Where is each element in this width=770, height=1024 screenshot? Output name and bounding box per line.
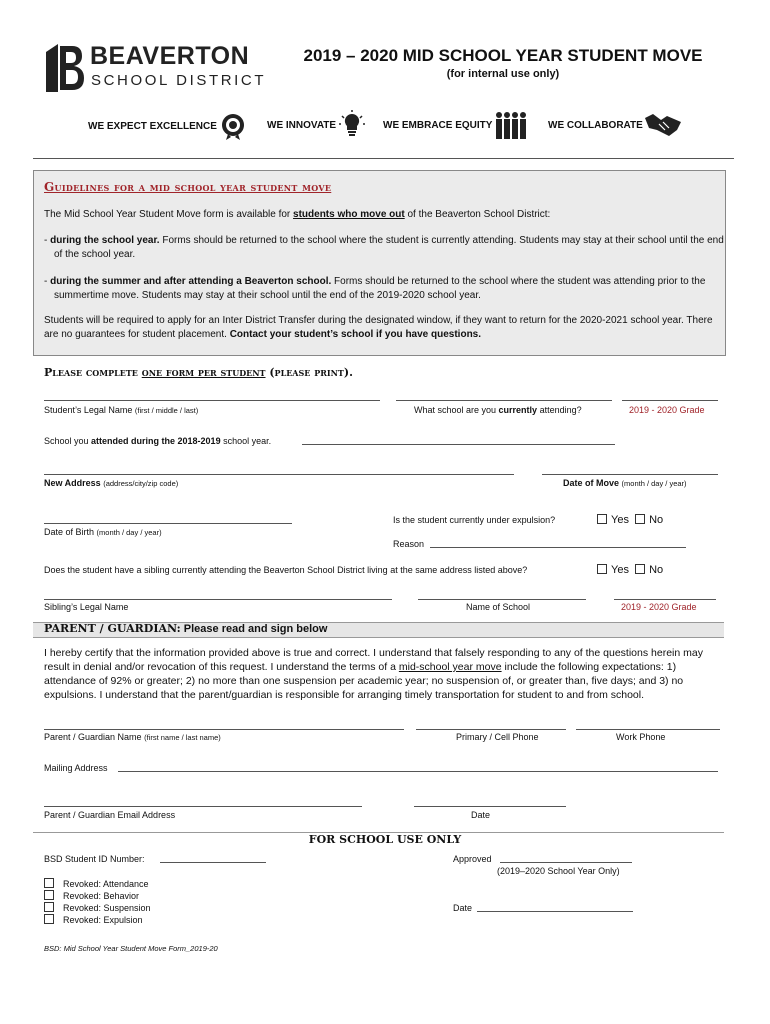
email-label: Parent / Guardian Email Address — [44, 810, 176, 820]
sibling-question: Does the student have a sibling currently attending the Beaverton School District living at the same address listed above? — [44, 565, 528, 575]
grade-field[interactable] — [622, 400, 718, 401]
value-label: WE EMBRACE EQUITY — [383, 119, 493, 131]
reason-label: Reason — [393, 539, 425, 549]
new-address-field[interactable] — [44, 474, 514, 475]
sibling-yes-no[interactable]: Yes No — [597, 564, 663, 576]
revoked-list — [44, 878, 151, 926]
dob-field[interactable] — [44, 523, 292, 524]
sibling-no-checkbox[interactable] — [635, 564, 645, 574]
value-equity — [383, 110, 528, 140]
parent-heading: PARENT / GUARDIAN: Please read and sign below — [44, 622, 328, 635]
school-use-heading: FOR SCHOOL USE ONLY — [308, 833, 462, 846]
certify-text: I hereby certify that the information provided above is true and correct. I understand that falsely responding to any of the questions herein may result in denial and/or revocation of this request. I understand the terms of a mid-school year move include the following expectations: 1) attendance of 92% or greater; 2) no more than one suspension per academic year; no suspension of, or greater than, five days; and 3) no expulsions. I understand that the parent/guardian is responsible for arranging timely transportation for student to and from school. — [44, 647, 703, 701]
handshake-icon — [645, 112, 681, 138]
sibling-school-field[interactable] — [418, 599, 586, 600]
approved-note: (2019–2020 School Year Only) — [497, 866, 620, 876]
value-excellence — [88, 112, 247, 140]
expulsion-question: Is the student currently under expulsion? — [393, 515, 556, 525]
new-address-label: New Address (address/city/zip code) — [44, 478, 179, 488]
guidelines-bullet-1: - during the school year. Forms should be returned to the school where the student is currently attending. Students may stay at their school until the end of the school year. — [44, 235, 724, 260]
expulsion-yes-no[interactable]: Yes No — [597, 514, 663, 526]
sibling-school-label: Name of School — [466, 602, 531, 612]
revoked-item[interactable]: Revoked: Suspension — [44, 902, 151, 914]
guidelines-transfer-note: Students will be required to apply for an Inter District Transfer during the designated window, if they want to return for the 2020-2021 school year. There are no guarantees for student placement. Contact your student’s school if you have questions. — [44, 315, 713, 340]
school-date-field[interactable] — [477, 911, 633, 912]
approved-label: Approved — [453, 854, 492, 864]
work-phone-field[interactable] — [576, 729, 720, 730]
student-id-label: BSD Student ID Number: — [44, 854, 145, 864]
beaverton-logo-icon — [44, 44, 84, 92]
date-of-move-label: Date of Move (month / day / year) — [563, 478, 687, 488]
guidelines-intro: The Mid School Year Student Move form is available for students who move out of the Beaverton School District: — [44, 209, 551, 220]
expulsion-yes-checkbox[interactable] — [597, 514, 607, 524]
value-label: WE INNOVATE — [267, 119, 337, 131]
cell-phone-label: Primary / Cell Phone — [456, 732, 539, 742]
sibling-grade-label: 2019 - 2020 Grade — [621, 602, 697, 612]
revoked-checkbox[interactable] — [44, 890, 54, 900]
value-label: WE COLLABORATE — [548, 119, 643, 131]
guidelines-heading: Guidelines for a mid school year student move — [44, 180, 332, 194]
instruction-line: Please complete one form per student (please print). — [44, 366, 353, 379]
revoked-item[interactable]: Revoked: Expulsion — [44, 914, 151, 926]
approved-field[interactable] — [500, 862, 632, 863]
mailing-address-field[interactable] — [118, 771, 718, 772]
reason-field[interactable] — [430, 547, 686, 548]
logo-subtitle: SCHOOL DISTRICT — [91, 72, 267, 89]
sibling-name-label: Sibling’s Legal Name — [44, 602, 129, 612]
revoked-checkbox[interactable] — [44, 878, 54, 888]
mailing-address-label: Mailing Address — [44, 763, 108, 773]
cell-phone-field[interactable] — [416, 729, 566, 730]
people-group-icon — [494, 110, 528, 140]
attended-school-label: School you attended during the 2018-2019 school year. — [44, 436, 272, 446]
guidelines-bullet-2: - during the summer and after attending a Beaverton school. Forms should be returned to the school where the student was attending prior to the summertime move. Students may stay at their school until the end of the 2019-2020 school year. — [44, 276, 706, 301]
expulsion-no-checkbox[interactable] — [635, 514, 645, 524]
current-school-field[interactable] — [396, 400, 612, 401]
grade-label: 2019 - 2020 Grade — [629, 405, 705, 415]
attended-school-field[interactable] — [302, 444, 615, 445]
medal-icon — [219, 112, 247, 140]
logo-name: BEAVERTON — [90, 42, 250, 70]
lightbulb-icon — [338, 110, 366, 140]
email-field[interactable] — [44, 806, 362, 807]
sibling-yes-checkbox[interactable] — [597, 564, 607, 574]
parent-date-field[interactable] — [414, 806, 566, 807]
page-subtitle: (for internal use only) — [446, 68, 560, 80]
revoked-checkbox[interactable] — [44, 914, 54, 924]
current-school-label: What school are you currently attending? — [414, 405, 582, 415]
student-id-field[interactable] — [160, 862, 266, 863]
footer-note: BSD: Mid School Year Student Move Form_2019-20 — [44, 944, 218, 953]
date-of-move-field[interactable] — [542, 474, 718, 475]
header-divider — [33, 158, 734, 159]
sibling-grade-field[interactable] — [614, 599, 716, 600]
sibling-name-field[interactable] — [44, 599, 392, 600]
school-date-label: Date — [453, 903, 473, 913]
value-innovate — [267, 110, 366, 140]
dob-label: Date of Birth (month / day / year) — [44, 527, 162, 537]
parent-name-label: Parent / Guardian Name (first name / last name) — [44, 732, 221, 742]
revoked-item[interactable]: Revoked: Attendance — [44, 878, 151, 890]
value-collaborate — [548, 112, 681, 138]
work-phone-label: Work Phone — [616, 732, 666, 742]
revoked-item[interactable]: Revoked: Behavior — [44, 890, 151, 902]
parent-name-field[interactable] — [44, 729, 404, 730]
legal-name-field[interactable] — [44, 400, 380, 401]
page-title: 2019 – 2020 MID SCHOOL YEAR STUDENT MOVE — [303, 46, 703, 65]
parent-date-label: Date — [471, 810, 491, 820]
revoked-checkbox[interactable] — [44, 902, 54, 912]
legal-name-label: Student’s Legal Name (first / middle / last) — [44, 405, 199, 415]
value-label: WE EXPECT EXCELLENCE — [88, 120, 217, 132]
